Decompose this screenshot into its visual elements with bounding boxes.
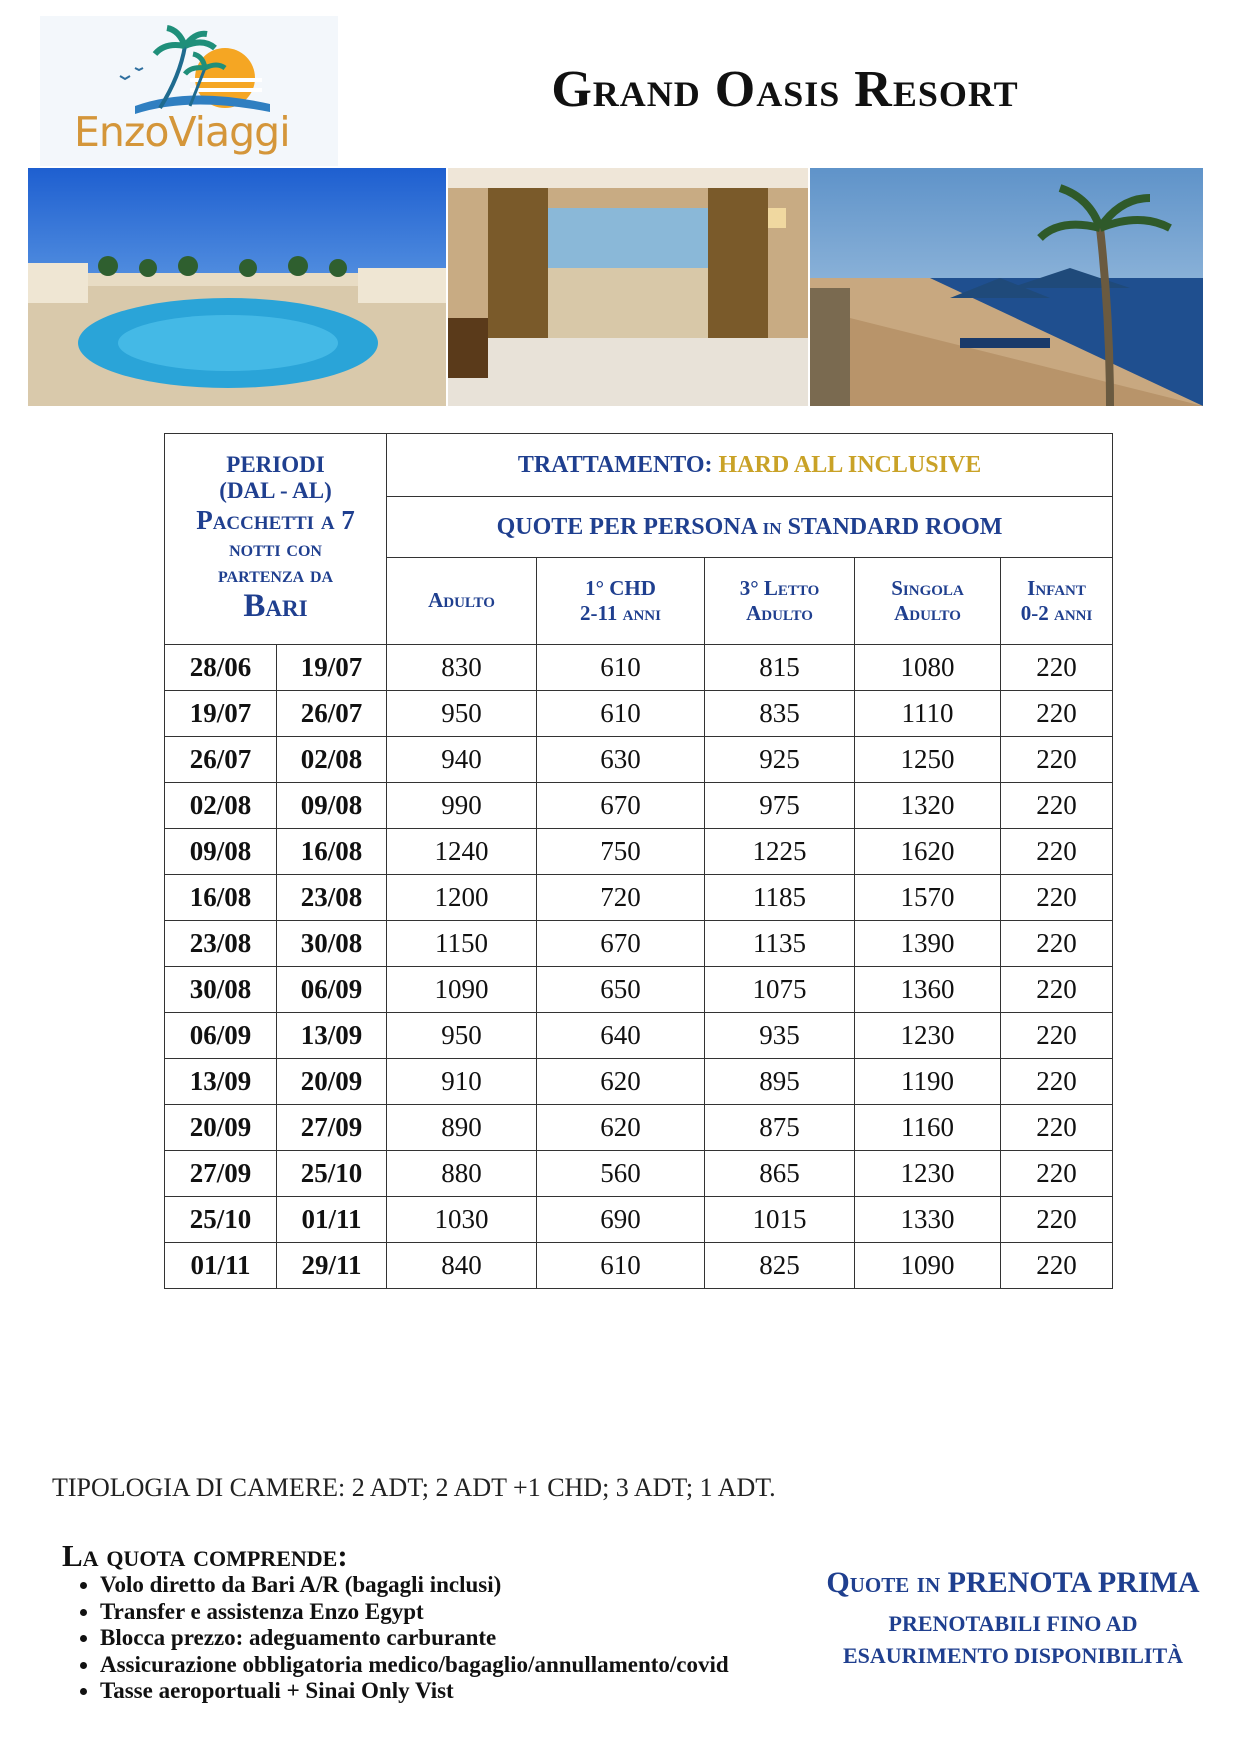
price-cell: 825: [705, 1243, 855, 1289]
date-to-cell: 06/09: [277, 967, 387, 1013]
col-header-adulto: [387, 558, 537, 645]
col-header-line: Adulto: [428, 588, 495, 613]
pacchetti-label: Pacchetti a 7: [196, 504, 355, 535]
price-cell: 220: [1001, 1059, 1113, 1105]
price-cell: 750: [537, 829, 705, 875]
table-row: [165, 1243, 1113, 1289]
list-item: • Tasse aeroportuali + Sinai Only Vist: [100, 1678, 860, 1705]
date-from-cell: 23/08: [165, 921, 277, 967]
price-cell: 1135: [705, 921, 855, 967]
quote-text-a: QUOTE PER PERSONA: [496, 513, 763, 540]
table-row: [165, 1151, 1113, 1197]
price-cell: 1190: [855, 1059, 1001, 1105]
table-row: [165, 783, 1113, 829]
list-item: • Blocca prezzo: adeguamento carburante: [100, 1625, 860, 1652]
table-row: [165, 1105, 1113, 1151]
price-cell: 1240: [387, 829, 537, 875]
price-table: [164, 433, 1113, 1289]
price-cell: 875: [705, 1105, 855, 1151]
date-from-cell: 16/08: [165, 875, 277, 921]
quote-text-c: STANDARD ROOM: [781, 513, 1003, 540]
date-to-cell: 26/07: [277, 691, 387, 737]
comprende-list: [62, 1572, 860, 1705]
date-from-cell: 09/08: [165, 829, 277, 875]
price-cell: 220: [1001, 875, 1113, 921]
notti-label: notti con: [229, 535, 322, 561]
col-header-infant: [1001, 558, 1113, 645]
list-item: • Assicurazione obbligatoria medico/bagaglio/annullamento/covid: [100, 1652, 860, 1679]
price-cell: 620: [537, 1105, 705, 1151]
price-cell: 835: [705, 691, 855, 737]
price-cell: 895: [705, 1059, 855, 1105]
bari-label: Bari: [243, 588, 308, 625]
price-cell: 1090: [387, 967, 537, 1013]
price-cell: 910: [387, 1059, 537, 1105]
prenota-note: [808, 1608, 1218, 1672]
list-item: • Transfer e assistenza Enzo Egypt: [100, 1599, 860, 1626]
enzoviaggi-logo: [40, 16, 338, 166]
price-cell: 1030: [387, 1197, 537, 1243]
prenota-title-a: Quote in: [826, 1566, 948, 1599]
price-cell: 1080: [855, 645, 1001, 691]
quote-header: [387, 497, 1113, 558]
price-cell: 220: [1001, 737, 1113, 783]
date-from-cell: 20/09: [165, 1105, 277, 1151]
prenota-title: [808, 1566, 1218, 1600]
table-row: [165, 1197, 1113, 1243]
price-cell: 940: [387, 737, 537, 783]
date-to-cell: 02/08: [277, 737, 387, 783]
price-cell: 610: [537, 1243, 705, 1289]
col-header-line: Infant: [1027, 575, 1086, 600]
col-header-line: 0-2 anni: [1020, 601, 1093, 625]
col-header-singola: [855, 558, 1001, 645]
price-cell: 220: [1001, 967, 1113, 1013]
price-cell: 1250: [855, 737, 1001, 783]
price-cell: 1570: [855, 875, 1001, 921]
trattamento-value: HARD ALL INCLUSIVE: [718, 451, 982, 478]
date-to-cell: 20/09: [277, 1059, 387, 1105]
price-cell: 220: [1001, 783, 1113, 829]
price-cell: 220: [1001, 829, 1113, 875]
price-cell: 650: [537, 967, 705, 1013]
col-header-line: Singola: [891, 575, 964, 600]
col-header-line: Adulto: [746, 601, 813, 625]
price-cell: 1090: [855, 1243, 1001, 1289]
date-to-cell: 25/10: [277, 1151, 387, 1197]
price-cell: 880: [387, 1151, 537, 1197]
table-row: [165, 737, 1113, 783]
price-cell: 990: [387, 783, 537, 829]
price-cell: 220: [1001, 1151, 1113, 1197]
date-to-cell: 09/08: [277, 783, 387, 829]
prenota-line: ESAURIMENTO DISPONIBILITÀ: [842, 1643, 1184, 1668]
list-item: • Volo diretto da Bari A/R (bagagli inclusi): [100, 1572, 860, 1599]
tipologia-camere: TIPOLOGIA DI CAMERE: 2 ADT; 2 ADT +1 CHD; 3 ADT; 1 ADT.: [52, 1473, 776, 1502]
date-from-cell: 19/07: [165, 691, 277, 737]
price-cell: 1330: [855, 1197, 1001, 1243]
date-to-cell: 16/08: [277, 829, 387, 875]
table-row: [165, 645, 1113, 691]
price-cell: 1225: [705, 829, 855, 875]
date-from-cell: 26/07: [165, 737, 277, 783]
col-header-line: 2-11 anni: [580, 601, 661, 625]
price-cell: 1230: [855, 1013, 1001, 1059]
col-header-terzo-letto: [705, 558, 855, 645]
periodi-header: [165, 434, 387, 645]
price-cell: 950: [387, 691, 537, 737]
date-to-cell: 27/09: [277, 1105, 387, 1151]
price-cell: 830: [387, 645, 537, 691]
date-from-cell: 30/08: [165, 967, 277, 1013]
col-header-chd: [537, 558, 705, 645]
price-cell: 640: [537, 1013, 705, 1059]
price-cell: 220: [1001, 1013, 1113, 1059]
date-to-cell: 19/07: [277, 645, 387, 691]
col-header-line: 1° CHD: [585, 575, 656, 600]
price-cell: 865: [705, 1151, 855, 1197]
periodi-label: PERIODI: [226, 451, 325, 477]
date-to-cell: 29/11: [277, 1243, 387, 1289]
trattamento-header: [387, 434, 1113, 497]
price-cell: 610: [537, 691, 705, 737]
pool-photo: [28, 168, 446, 406]
room-photo: [448, 168, 808, 406]
price-cell: 1200: [387, 875, 537, 921]
price-cell: 220: [1001, 691, 1113, 737]
price-cell: 1185: [705, 875, 855, 921]
price-cell: 220: [1001, 921, 1113, 967]
date-to-cell: 30/08: [277, 921, 387, 967]
trattamento-label: TRATTAMENTO:: [517, 451, 719, 478]
prenota-prima-box: [808, 1566, 1218, 1672]
price-cell: 1015: [705, 1197, 855, 1243]
price-cell: 630: [537, 737, 705, 783]
table-row: [165, 1059, 1113, 1105]
table-row: [165, 875, 1113, 921]
col-header-line: Adulto: [894, 601, 961, 625]
price-cell: 950: [387, 1013, 537, 1059]
table-row: [165, 1013, 1113, 1059]
col-header-line: 3° Letto: [739, 575, 820, 600]
dal-al-label: (DAL - AL): [219, 478, 332, 504]
price-cell: 840: [387, 1243, 537, 1289]
date-from-cell: 13/09: [165, 1059, 277, 1105]
price-cell: 690: [537, 1197, 705, 1243]
price-cell: 815: [705, 645, 855, 691]
date-from-cell: 02/08: [165, 783, 277, 829]
price-cell: 1360: [855, 967, 1001, 1013]
price-cell: 220: [1001, 1105, 1113, 1151]
price-cell: 1320: [855, 783, 1001, 829]
date-from-cell: 27/09: [165, 1151, 277, 1197]
date-from-cell: 28/06: [165, 645, 277, 691]
price-cell: 220: [1001, 1243, 1113, 1289]
table-row: [165, 691, 1113, 737]
logo-text: EnzoViaggi: [74, 108, 290, 156]
price-cell: 720: [537, 875, 705, 921]
partenza-label: partenza da: [217, 561, 334, 587]
date-to-cell: 13/09: [277, 1013, 387, 1059]
table-row: [165, 967, 1113, 1013]
price-cell: 1230: [855, 1151, 1001, 1197]
date-to-cell: 23/08: [277, 875, 387, 921]
price-cell: 220: [1001, 645, 1113, 691]
price-cell: 670: [537, 783, 705, 829]
table-row: [165, 921, 1113, 967]
prenota-line: PRENOTABILI FINO AD: [888, 1611, 1138, 1636]
date-from-cell: 01/11: [165, 1243, 277, 1289]
comprende-title: La quota comprende:: [62, 1538, 348, 1573]
price-cell: 925: [705, 737, 855, 783]
price-cell: 670: [537, 921, 705, 967]
price-cell: 220: [1001, 1197, 1113, 1243]
price-cell: 975: [705, 783, 855, 829]
price-cell: 890: [387, 1105, 537, 1151]
price-cell: 1150: [387, 921, 537, 967]
page-title: Grand Oasis Resort: [551, 61, 1019, 118]
date-from-cell: 06/09: [165, 1013, 277, 1059]
price-cell: 1160: [855, 1105, 1001, 1151]
price-cell: 560: [537, 1151, 705, 1197]
price-cell: 1075: [705, 967, 855, 1013]
price-cell: 935: [705, 1013, 855, 1059]
price-cell: 1110: [855, 691, 1001, 737]
prenota-title-b: PRENOTA PRIMA: [947, 1566, 1200, 1599]
date-from-cell: 25/10: [165, 1197, 277, 1243]
beach-photo: [810, 168, 1203, 406]
price-cell: 1390: [855, 921, 1001, 967]
date-to-cell: 01/11: [277, 1197, 387, 1243]
table-row: [165, 829, 1113, 875]
quote-text-in: in: [762, 513, 782, 540]
price-cell: 620: [537, 1059, 705, 1105]
price-cell: 610: [537, 645, 705, 691]
price-cell: 1620: [855, 829, 1001, 875]
